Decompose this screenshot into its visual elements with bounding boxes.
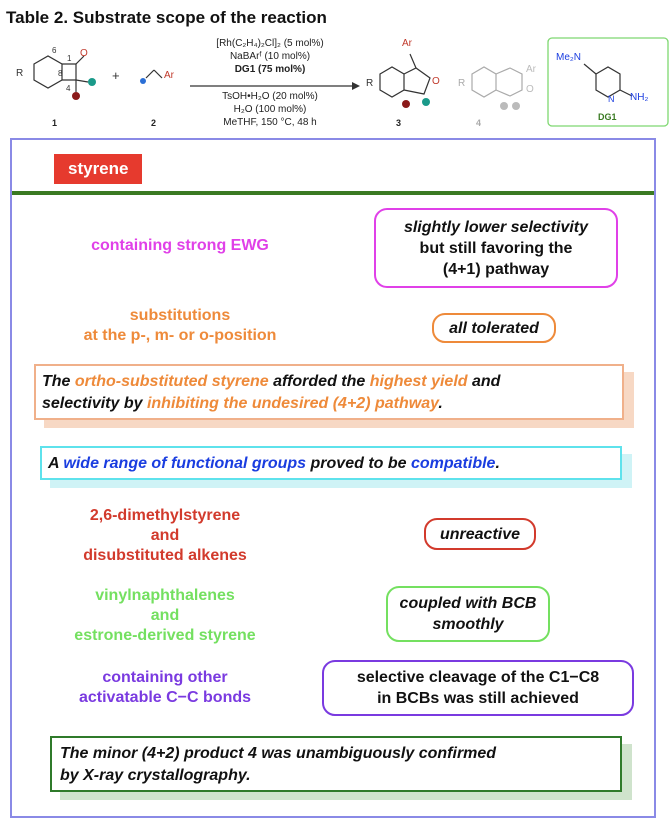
xray-note-line2: by X-ray crystallography. [60,767,251,784]
compound-1-label: 1 [52,118,58,128]
row-vinyl-left-line3: estrone-derived styrene [74,627,256,644]
row-other-result-line1: selective cleavage of the C1−C8 [356,669,600,686]
dg1-label: DG1 [598,112,617,122]
substituent-teal-dot-1 [88,78,96,86]
row-unreactive-result [424,518,536,550]
ortho-note-p4: selectivity by [42,395,147,412]
condition-solvent-temp: MeTHF, 150 °C, 48 h [223,117,317,128]
label-r-4: R [458,78,466,89]
condition-water: H₂O (100 mol%) [233,104,307,115]
substituent-red-dot-3 [402,100,410,108]
compound-4-structure [472,67,522,97]
fg-note-h1: wide range of functional groups [63,455,307,472]
ortho-note-p2: afforded the [268,373,370,390]
label-o-3: O [432,76,440,87]
substituent-dot-4a [500,102,508,110]
dg1-nh2: NH₂ [630,92,649,103]
fg-note-p1: A [48,455,64,472]
reaction-scheme [0,34,672,134]
dg1-me2n: Me₂N [556,52,581,63]
row-subst-left [30,306,330,346]
row-subst-left-line2: at the p-, m- or o-position [83,327,277,344]
ortho-note-p3: and [467,373,501,390]
row-vinyl-result-line2: smoothly [432,616,504,633]
substituent-teal-dot-3 [422,98,430,106]
label-pos1: 1 [67,54,72,63]
table-title: Table 2. Substrate scope of the reaction [6,8,327,27]
label-ar-4: Ar [526,64,536,75]
ortho-note-h2: highest yield [369,373,468,390]
compound-3-label: 3 [396,118,402,128]
row-subst-left-line1: substitutions [129,307,231,324]
row-ewg-result-line2: but still favoring the [419,239,573,257]
arrowhead [352,82,360,90]
fg-note [40,446,622,480]
row-vinyl-result-line1: coupled with BCB [399,595,537,612]
label-o-1: O [80,48,88,59]
row-vinyl-left-line1: vinylnaphthalenes [95,587,235,604]
row-unreactive-left-line2: and [150,527,180,544]
row-vinyl-result [386,586,550,642]
label-ar-3: Ar [402,38,412,49]
compound-2-structure [146,70,162,78]
row-unreactive-left-line1: 2,6-dimethylstyrene [89,507,241,524]
ortho-note-p1: The [42,373,75,390]
styrene-tag: styrene [54,154,142,184]
fg-note-p2: proved to be [306,455,411,472]
row-ewg-result [374,208,618,288]
row-vinyl-left-line2: and [150,607,180,624]
ortho-note-h3: inhibiting the undesired (4+2) pathway [146,395,439,412]
row-vinyl-left [30,586,300,646]
row-other-left [30,668,300,708]
row-other-result-line2: in BCBs was still achieved [377,690,579,707]
vinyl-blue-dot [140,78,146,84]
fg-note-h2: compatible [410,455,496,472]
row-other-left-line1: containing other [102,669,228,686]
row-ewg-left [30,236,330,256]
plus-sign: + [112,68,120,83]
label-r-3: R [366,78,374,89]
substituent-red-dot-1 [72,92,80,100]
substituent-dot-4b [512,102,520,110]
header-divider [12,191,654,195]
row-ewg-result-line1: slightly lower selectivity [403,218,589,236]
label-r-1: R [16,68,24,79]
row-unreactive-result-text: unreactive [439,525,521,543]
label-pos4: 4 [66,84,71,93]
row-ewg-left-line: containing strong EWG [91,237,269,254]
row-ewg-result-line3: (4+1) pathway [442,260,550,278]
ortho-note-h1: ortho-substituted styrene [74,373,269,390]
condition-dg: DG1 (75 mol%) [234,64,306,75]
condition-additive: NaBArᶠ (10 mol%) [229,51,311,62]
label-ar-2: Ar [164,70,174,81]
ortho-note-p5: . [438,395,443,412]
xray-note-line1: The minor (4+2) product 4 was unambiguously confirmed [60,745,497,762]
label-pos8: 8 [58,69,63,78]
dg1-n: N [608,94,615,104]
label-o-4: O [526,84,534,95]
row-unreactive-left [30,506,300,566]
compound-2-label: 2 [151,118,157,128]
xray-note [50,736,622,792]
ortho-note [34,364,624,420]
row-other-result [322,660,634,716]
compound-3-structure [380,54,430,97]
row-subst-result-text: all tolerated [449,319,539,337]
fg-note-p3: . [495,455,500,472]
condition-catalyst: [Rh(C₂H₄)₂Cl]₂ (5 mol%) [216,38,324,49]
row-unreactive-left-line3: disubstituted alkenes [83,547,247,564]
compound-4-label: 4 [476,118,482,128]
label-pos6: 6 [52,46,57,55]
condition-acid: TsOH•H₂O (20 mol%) [222,91,318,102]
row-subst-result [432,313,556,343]
row-other-left-line2: activatable C−C bonds [78,689,252,706]
